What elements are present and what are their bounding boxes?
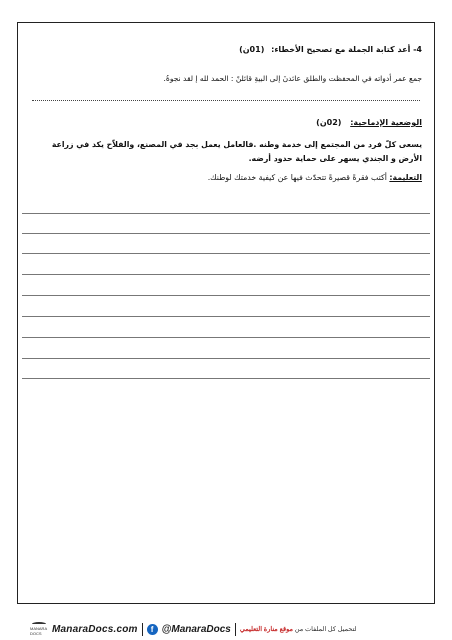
slogan-accent: موقع منارة التعليمي <box>239 626 293 633</box>
writing-line <box>22 253 430 254</box>
situation-text: يسعى كلّ فرد من المجتمع إلى خدمة وطنه .فالعامل يعمل بجد في المصنع، والفلاّح يكد في زراعة الأرض و الجندي يسهر على حماية حدود أرضه. <box>51 140 422 163</box>
writing-line <box>22 316 430 317</box>
facebook-handle[interactable]: @ManaraDocs <box>161 623 231 635</box>
question-4-sentence: جمع عمر أدواته في المحفظت والطلق عائدنَ إلى البيةِ قائلنً : الحمد لله إ لقد نجوةُ. <box>163 74 422 83</box>
writing-line <box>22 358 430 359</box>
divider <box>142 623 143 636</box>
writing-line <box>22 274 430 275</box>
footer <box>30 620 422 638</box>
logo-tag: MANARA DOCS <box>30 626 47 636</box>
writing-line <box>22 337 430 338</box>
divider <box>235 623 236 636</box>
writing-line <box>22 213 430 214</box>
writing-line <box>22 233 430 234</box>
instruction <box>208 173 422 182</box>
instruction-text: أكتب فقرةً قصيرةً تتحدّث فيها عن كيفية خدمتك لوطنك. <box>207 173 387 182</box>
writing-line <box>22 378 430 379</box>
exam-sheet-border <box>17 22 435 604</box>
facebook-icon[interactable]: f <box>147 624 158 635</box>
question-4-label: 4- أعد كتابة الجملة مع تصحيح الأخطاء: <box>271 45 422 54</box>
slogan-main: لتحميل كل الملفات من <box>293 626 357 633</box>
site-link[interactable]: ManaraDocs.com <box>52 623 138 635</box>
question-4-title <box>239 45 422 54</box>
answer-dotted-line <box>32 100 420 101</box>
situation-heading <box>316 118 422 127</box>
situation-points: (02ن) <box>316 118 342 127</box>
question-4-points: (01ن) <box>239 45 265 54</box>
situation-title: الوضعية الإدماجية: <box>350 118 422 127</box>
instruction-label: التعليمة: <box>389 173 422 182</box>
writing-line <box>22 295 430 296</box>
footer-slogan <box>240 625 357 633</box>
manara-logo <box>30 622 48 636</box>
